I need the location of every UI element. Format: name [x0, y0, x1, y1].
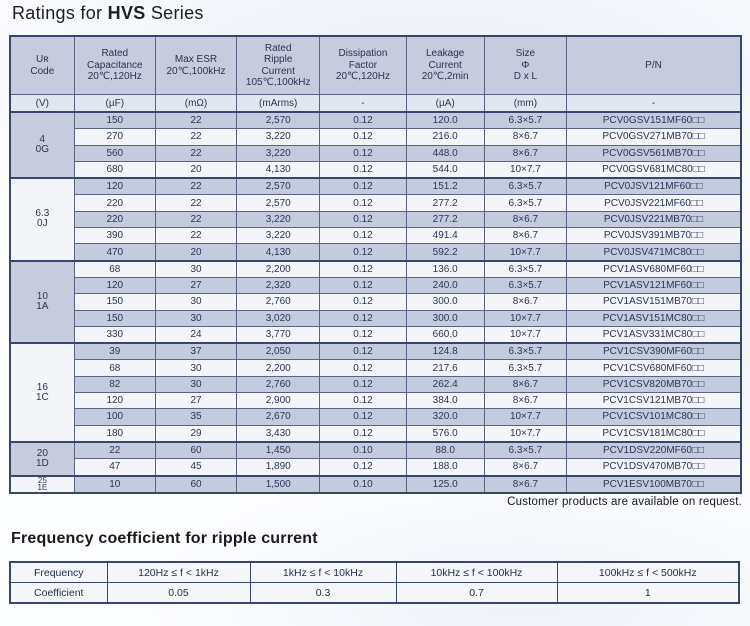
capacitance-cell: 120	[74, 178, 155, 195]
part-number-cell: PCV1DSV470MB70□□	[566, 459, 741, 476]
dissipation-factor-cell: 0.12	[320, 459, 406, 476]
size-cell: 8×6.7	[484, 129, 566, 145]
ripple-current-cell: 3,220	[237, 211, 320, 227]
size-cell: 10×7.7	[484, 409, 566, 425]
frequency-coefficient-table	[9, 561, 740, 604]
part-number-cell: PCV0GSV271MB70□□	[566, 129, 741, 145]
size-cell: 6.3×5.7	[484, 343, 566, 360]
header-dissipation-factor: Dissipation Factor 20℃,120Hz	[320, 36, 406, 95]
part-number-cell: PCV1DSV220MF60□□	[566, 442, 741, 459]
capacitance-cell: 10	[74, 476, 155, 493]
dissipation-factor-cell: 0.12	[320, 211, 406, 227]
table-row	[10, 459, 741, 476]
esr-cell: 24	[155, 326, 236, 343]
header-ur-code: Uʀ Code	[10, 36, 74, 95]
ripple-current-cell: 2,570	[237, 178, 320, 195]
ripple-current-cell: 2,570	[237, 112, 320, 129]
table-row	[10, 476, 741, 493]
dissipation-factor-cell: 0.12	[320, 376, 406, 392]
leakage-current-cell: 240.0	[406, 277, 484, 293]
coefficient-cell: 0.05	[107, 583, 250, 604]
capacitance-cell: 180	[74, 425, 155, 442]
table-row	[10, 326, 741, 343]
ripple-current-cell: 4,130	[237, 161, 320, 178]
leakage-current-cell: 576.0	[406, 425, 484, 442]
dissipation-factor-cell: 0.12	[320, 310, 406, 326]
capacitance-cell: 68	[74, 360, 155, 376]
capacitance-cell: 82	[74, 376, 155, 392]
ripple-current-cell: 2,760	[237, 376, 320, 392]
ur-code-cell: 16 1C	[10, 343, 74, 442]
frequency-coefficient-title: Frequency coefficient for ripple current	[11, 530, 318, 547]
table-row	[10, 129, 741, 145]
part-number-cell: PCV0JSV471MC80□□	[566, 244, 741, 261]
frequency-row	[10, 562, 739, 583]
ripple-current-cell: 2,320	[237, 277, 320, 293]
unit-cell: (µF)	[74, 95, 155, 113]
frequency-table-body	[10, 562, 739, 603]
leakage-current-cell: 277.2	[406, 195, 484, 211]
coefficient-cell: 0.7	[396, 583, 557, 604]
page-title-series-name: HVS	[107, 3, 146, 23]
table-row	[10, 261, 741, 278]
unit-cell: (mm)	[484, 95, 566, 113]
part-number-cell: PCV1ASV331MC80□□	[566, 326, 741, 343]
part-number-cell: PCV1CSV390MF60□□	[566, 343, 741, 360]
frequency-band-cell: 100kHz ≤ f < 500kHz	[557, 562, 739, 583]
size-cell: 8×6.7	[484, 145, 566, 161]
leakage-current-cell: 124.8	[406, 343, 484, 360]
leakage-current-cell: 217.6	[406, 360, 484, 376]
header-leakage-current: Leakage Current 20℃,2min	[406, 36, 484, 95]
table-row	[10, 161, 741, 178]
frequency-band-cell: 10kHz ≤ f < 100kHz	[396, 562, 557, 583]
size-cell: 8×6.7	[484, 459, 566, 476]
capacitance-cell: 120	[74, 277, 155, 293]
ripple-current-cell: 3,220	[237, 129, 320, 145]
esr-cell: 37	[155, 343, 236, 360]
dissipation-factor-cell: 0.12	[320, 244, 406, 261]
size-cell: 8×6.7	[484, 476, 566, 493]
size-cell: 8×6.7	[484, 294, 566, 310]
table-row	[10, 244, 741, 261]
part-number-cell: PCV0JSV121MF60□□	[566, 178, 741, 195]
esr-cell: 22	[155, 129, 236, 145]
part-number-cell: PCV1ASV680MF60□□	[566, 261, 741, 278]
ripple-current-cell: 2,670	[237, 409, 320, 425]
ripple-current-cell: 1,890	[237, 459, 320, 476]
dissipation-factor-cell: 0.12	[320, 228, 406, 244]
size-cell: 6.3×5.7	[484, 195, 566, 211]
esr-cell: 30	[155, 360, 236, 376]
unit-cell: (V)	[10, 95, 74, 113]
dissipation-factor-cell: 0.12	[320, 161, 406, 178]
ur-code-cell: 4 0G	[10, 112, 74, 178]
unit-cell: (mΩ)	[155, 95, 236, 113]
capacitance-cell: 39	[74, 343, 155, 360]
dissipation-factor-cell: 0.12	[320, 409, 406, 425]
part-number-cell: PCV0JSV221MF60□□	[566, 195, 741, 211]
part-number-cell: PCV1ASV151MB70□□	[566, 294, 741, 310]
part-number-cell: PCV0GSV151MF60□□	[566, 112, 741, 129]
capacitance-cell: 220	[74, 195, 155, 211]
coefficient-cell: 0.3	[250, 583, 396, 604]
units-row	[10, 95, 741, 113]
esr-cell: 45	[155, 459, 236, 476]
dissipation-factor-cell: 0.12	[320, 343, 406, 360]
size-cell: 6.3×5.7	[484, 261, 566, 278]
frequency-band-cell: 1kHz ≤ f < 10kHz	[250, 562, 396, 583]
esr-cell: 30	[155, 294, 236, 310]
capacitance-cell: 220	[74, 211, 155, 227]
dissipation-factor-cell: 0.10	[320, 442, 406, 459]
capacitance-cell: 560	[74, 145, 155, 161]
ripple-current-cell: 3,770	[237, 326, 320, 343]
frequency-row-label: Frequency	[10, 562, 107, 583]
capacitance-cell: 150	[74, 112, 155, 129]
table-row	[10, 425, 741, 442]
leakage-current-cell: 262.4	[406, 376, 484, 392]
table-row	[10, 145, 741, 161]
part-number-cell: PCV1CSV820MB70□□	[566, 376, 741, 392]
size-cell: 8×6.7	[484, 228, 566, 244]
ur-code-cell: 10 1A	[10, 261, 74, 343]
capacitance-cell: 330	[74, 326, 155, 343]
part-number-cell: PCV1ASV151MC80□□	[566, 310, 741, 326]
part-number-cell: PCV0JSV391MB70□□	[566, 228, 741, 244]
unit-cell: -	[320, 95, 406, 113]
size-cell: 6.3×5.7	[484, 178, 566, 195]
capacitance-cell: 68	[74, 261, 155, 278]
table-row	[10, 195, 741, 211]
size-cell: 10×7.7	[484, 425, 566, 442]
ripple-current-cell: 2,200	[237, 360, 320, 376]
capacitance-cell: 47	[74, 459, 155, 476]
dissipation-factor-cell: 0.12	[320, 261, 406, 278]
dissipation-factor-cell: 0.12	[320, 178, 406, 195]
size-cell: 6.3×5.7	[484, 442, 566, 459]
coefficient-cell: 1	[557, 583, 739, 604]
ripple-current-cell: 2,200	[237, 261, 320, 278]
esr-cell: 60	[155, 476, 236, 493]
size-cell: 6.3×5.7	[484, 277, 566, 293]
ripple-current-cell: 2,570	[237, 195, 320, 211]
capacitance-cell: 390	[74, 228, 155, 244]
customer-products-note: Customer products are available on request.	[507, 496, 742, 508]
dissipation-factor-cell: 0.12	[320, 326, 406, 343]
size-cell: 8×6.7	[484, 376, 566, 392]
capacitance-cell: 100	[74, 409, 155, 425]
esr-cell: 30	[155, 376, 236, 392]
part-number-cell: PCV0GSV681MC80□□	[566, 161, 741, 178]
leakage-current-cell: 277.2	[406, 211, 484, 227]
ur-code-cell: 20 1D	[10, 442, 74, 476]
ur-code-cell: 25 1E	[10, 476, 74, 493]
ripple-current-cell: 2,050	[237, 343, 320, 360]
ratings-table-body	[10, 112, 741, 493]
ripple-current-cell: 3,220	[237, 228, 320, 244]
leakage-current-cell: 120.0	[406, 112, 484, 129]
table-row	[10, 343, 741, 360]
dissipation-factor-cell: 0.12	[320, 195, 406, 211]
dissipation-factor-cell: 0.10	[320, 476, 406, 493]
ratings-table-header	[10, 36, 741, 112]
dissipation-factor-cell: 0.12	[320, 277, 406, 293]
table-row	[10, 228, 741, 244]
ripple-current-cell: 1,500	[237, 476, 320, 493]
leakage-current-cell: 544.0	[406, 161, 484, 178]
esr-cell: 60	[155, 442, 236, 459]
size-cell: 6.3×5.7	[484, 360, 566, 376]
part-number-cell: PCV1CSV101MC80□□	[566, 409, 741, 425]
leakage-current-cell: 320.0	[406, 409, 484, 425]
esr-cell: 22	[155, 195, 236, 211]
unit-cell: (mArms)	[237, 95, 320, 113]
esr-cell: 22	[155, 211, 236, 227]
table-row	[10, 409, 741, 425]
leakage-current-cell: 448.0	[406, 145, 484, 161]
dissipation-factor-cell: 0.12	[320, 425, 406, 442]
dissipation-factor-cell: 0.12	[320, 393, 406, 409]
size-cell: 8×6.7	[484, 393, 566, 409]
leakage-current-cell: 125.0	[406, 476, 484, 493]
header-rated-ripple-current: Rated Ripple Current 105℃,100kHz	[237, 36, 320, 95]
esr-cell: 22	[155, 178, 236, 195]
dissipation-factor-cell: 0.12	[320, 112, 406, 129]
table-row	[10, 376, 741, 392]
esr-cell: 22	[155, 112, 236, 129]
leakage-current-cell: 151.2	[406, 178, 484, 195]
esr-cell: 20	[155, 244, 236, 261]
dissipation-factor-cell: 0.12	[320, 294, 406, 310]
capacitance-cell: 680	[74, 161, 155, 178]
table-row	[10, 211, 741, 227]
leakage-current-cell: 384.0	[406, 393, 484, 409]
capacitance-cell: 470	[74, 244, 155, 261]
dissipation-factor-cell: 0.12	[320, 129, 406, 145]
leakage-current-cell: 491.4	[406, 228, 484, 244]
capacitance-cell: 150	[74, 310, 155, 326]
size-cell: 6.3×5.7	[484, 112, 566, 129]
size-cell: 10×7.7	[484, 310, 566, 326]
size-cell: 10×7.7	[484, 161, 566, 178]
esr-cell: 20	[155, 161, 236, 178]
size-cell: 10×7.7	[484, 244, 566, 261]
capacitance-cell: 120	[74, 393, 155, 409]
table-row	[10, 393, 741, 409]
leakage-current-cell: 136.0	[406, 261, 484, 278]
coefficient-row	[10, 583, 739, 604]
leakage-current-cell: 188.0	[406, 459, 484, 476]
part-number-cell: PCV0GSV561MB70□□	[566, 145, 741, 161]
leakage-current-cell: 300.0	[406, 294, 484, 310]
leakage-current-cell: 300.0	[406, 310, 484, 326]
header-max-esr: Max ESR 20℃,100kHz	[155, 36, 236, 95]
leakage-current-cell: 660.0	[406, 326, 484, 343]
ur-code-cell: 6.3 0J	[10, 178, 74, 260]
header-size: Size Φ D x L	[484, 36, 566, 95]
size-cell: 8×6.7	[484, 211, 566, 227]
esr-cell: 29	[155, 425, 236, 442]
table-row	[10, 442, 741, 459]
part-number-cell: PCV1CSV181MC80□□	[566, 425, 741, 442]
capacitance-cell: 270	[74, 129, 155, 145]
table-row	[10, 112, 741, 129]
table-row	[10, 360, 741, 376]
unit-cell: (µA)	[406, 95, 484, 113]
header-pn: P/N	[566, 36, 741, 95]
capacitance-cell: 22	[74, 442, 155, 459]
ripple-current-cell: 2,760	[237, 294, 320, 310]
unit-cell: -	[566, 95, 741, 113]
coefficient-row-label: Coefficient	[10, 583, 107, 604]
ripple-current-cell: 3,220	[237, 145, 320, 161]
leakage-current-cell: 88.0	[406, 442, 484, 459]
esr-cell: 27	[155, 393, 236, 409]
part-number-cell: PCV1ESV100MB70□□	[566, 476, 741, 493]
capacitance-cell: 150	[74, 294, 155, 310]
ripple-current-cell: 2,900	[237, 393, 320, 409]
ripple-current-cell: 3,430	[237, 425, 320, 442]
dissipation-factor-cell: 0.12	[320, 145, 406, 161]
ripple-current-cell: 3,020	[237, 310, 320, 326]
esr-cell: 22	[155, 228, 236, 244]
table-row	[10, 310, 741, 326]
ripple-current-cell: 4,130	[237, 244, 320, 261]
table-row	[10, 178, 741, 195]
part-number-cell: PCV1ASV121MF60□□	[566, 277, 741, 293]
dissipation-factor-cell: 0.12	[320, 360, 406, 376]
esr-cell: 30	[155, 261, 236, 278]
page-title-prefix: Ratings for	[12, 3, 108, 23]
ratings-table	[9, 35, 742, 494]
part-number-cell: PCV1CSV680MF60□□	[566, 360, 741, 376]
ratings-header-row	[10, 36, 741, 95]
leakage-current-cell: 216.0	[406, 129, 484, 145]
header-rated-capacitance: Rated Capacitance 20℃,120Hz	[74, 36, 155, 95]
esr-cell: 27	[155, 277, 236, 293]
ripple-current-cell: 1,450	[237, 442, 320, 459]
esr-cell: 35	[155, 409, 236, 425]
part-number-cell: PCV0JSV221MB70□□	[566, 211, 741, 227]
table-row	[10, 294, 741, 310]
esr-cell: 22	[155, 145, 236, 161]
table-row	[10, 277, 741, 293]
part-number-cell: PCV1CSV121MB70□□	[566, 393, 741, 409]
leakage-current-cell: 592.2	[406, 244, 484, 261]
page-title	[12, 3, 204, 24]
page-title-suffix: Series	[145, 3, 204, 23]
size-cell: 10×7.7	[484, 326, 566, 343]
frequency-band-cell: 120Hz ≤ f < 1kHz	[107, 562, 250, 583]
esr-cell: 30	[155, 310, 236, 326]
